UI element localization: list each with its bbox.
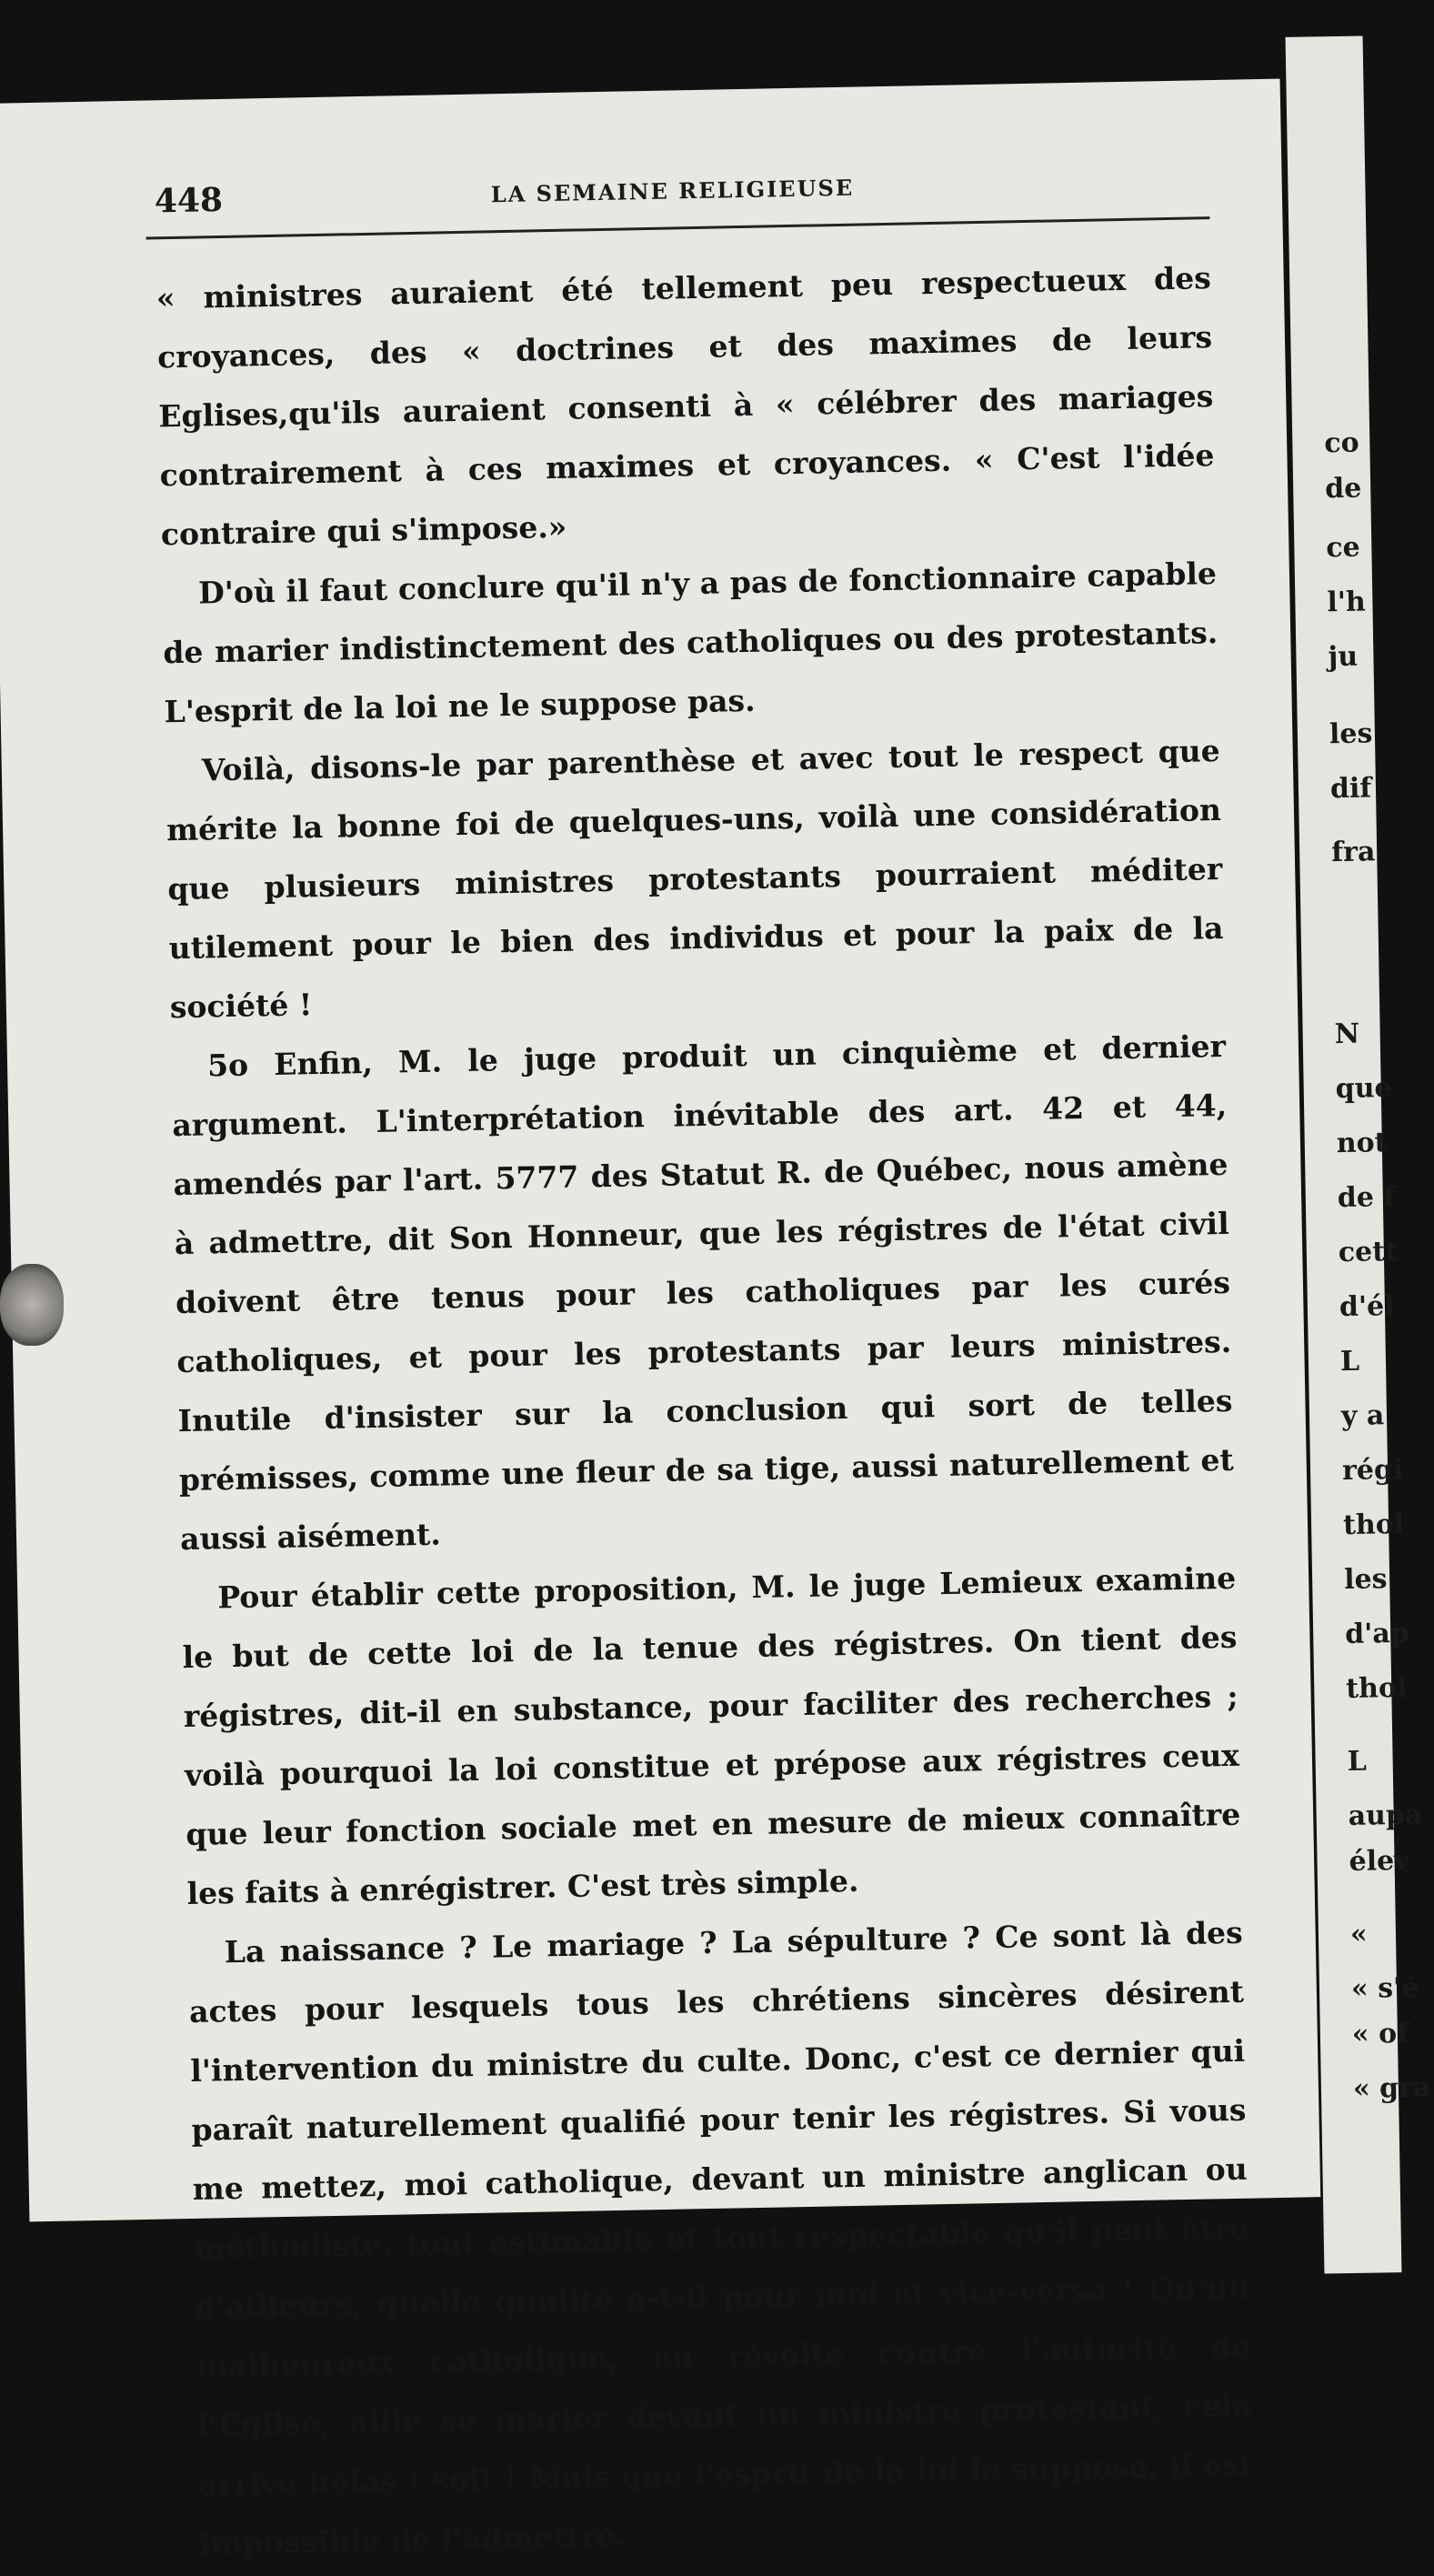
facing-page-fragment: L bbox=[1339, 1345, 1360, 1378]
facing-page-fragment: N bbox=[1334, 1017, 1360, 1051]
facing-page-fragment: « s'é bbox=[1350, 1971, 1419, 2005]
facing-page-fragment: aupa bbox=[1348, 1799, 1423, 1833]
paragraph: La naissance ? Le mariage ? La sépulture ? Ce sont là des actes pour lesquels tous les chrétiens sincères désirent l'intervention du ministre du culte. Donc, c'est ce dernier qui paraît naturellement qualifié pour tenir les régistres. Si vous me mettez, moi catholique, devant un ministre anglican ou méthodiste, tout estimable et tout respectable qu'il peut être d'ailleurs, quelle qualité a-t-il pour moi et vice-versa ! Qu'un malheureux catholique, en révolte contre l'autorité de l'Eglise, aille se marier devant un ministre protestant, cela arrive hélas ! soit ! Mais que l'esprit de la loi le suppose, il est impossible de l'admettre. bbox=[188, 1914, 1254, 2561]
facing-page-fragment: not bbox=[1336, 1127, 1388, 1160]
facing-page-fragment: ju bbox=[1328, 640, 1359, 674]
paragraph: D'où il faut conclure qu'il n'y a pas de fonctionnaire capable de marier indistinctement des catholiques ou des protestants. L'esprit de la loi ne le suppose pas. bbox=[163, 556, 1218, 730]
page-number: 448 bbox=[154, 180, 224, 221]
facing-page-fragment: « bbox=[1349, 1918, 1369, 1950]
facing-page-fragment: « gra bbox=[1352, 2071, 1431, 2105]
facing-page-fragment: dif bbox=[1329, 772, 1372, 806]
facing-page-fragment: de bbox=[1324, 472, 1362, 506]
facing-page-fragment: y a bbox=[1340, 1399, 1385, 1433]
body-text bbox=[155, 248, 1254, 2573]
facing-page-fragment: régi bbox=[1341, 1453, 1404, 1488]
facing-page-fragment: co bbox=[1324, 426, 1359, 460]
paragraph-quote-end: « ministres auraient été tellement peu respectueux des croyances, des « doctrines et des maximes de leurs Eglises,qu'ils auraient consenti à « célébrer des mariages contrairement à ces maximes et croyances. « C'est l'idée contraire qui s'impose.» bbox=[155, 260, 1215, 553]
facing-page-fragment: thol bbox=[1342, 1508, 1405, 1542]
facing-page-fragment: d'ap bbox=[1344, 1617, 1410, 1651]
scan-smudge bbox=[0, 1264, 64, 1346]
facing-page-fragment: ce bbox=[1326, 531, 1361, 565]
book-page bbox=[0, 79, 1320, 2561]
facing-page-fragment: d'él bbox=[1339, 1290, 1395, 1324]
facing-page-fragment: que bbox=[1335, 1072, 1392, 1106]
facing-page-fragment: cett bbox=[1338, 1235, 1399, 1269]
facing-page-fragments bbox=[1286, 35, 1431, 2105]
facing-page-fragment: élev bbox=[1349, 1844, 1410, 1879]
running-title: LA SEMAINE RELIGIEUSE bbox=[490, 174, 855, 208]
paragraph: 5o Enfin, M. le juge produit un cinquième et dernier argument. L'interprétation inévitable des art. 42 et 44, amendés par l'art. 5777 des Statut R. de Québec, nous amène à admettre, dit Son Honneur, que les régistres de l'état civil doivent être tenus pour les catholiques par les curés catholiques, et pour les protestants par leurs ministres. Inutile d'insister sur la conclusion qui sort de telles prémisses, comme une fleur de sa tige, aussi naturellement et aussi aisément. bbox=[172, 1027, 1235, 1558]
facing-page-fragment: L bbox=[1347, 1745, 1368, 1779]
paragraph: Pour établir cette proposition, M. le juge Lemieux examine le but de cette loi de la tenue des régistres. On tient des régistres, dit-il en substance, pour faciliter des recherches ; voilà pourquoi la loi constitue et prépose aux régistres ceux que leur fonction sociale met en mesure de mieux connaître les faits à enrégistrer. C'est très simple. bbox=[182, 1559, 1241, 1912]
facing-page-fragment: de f bbox=[1337, 1181, 1396, 1215]
page-header bbox=[145, 162, 1209, 239]
facing-page-fragment: thol bbox=[1345, 1671, 1408, 1706]
facing-page-fragment: les bbox=[1343, 1563, 1388, 1597]
facing-page-fragment: fra bbox=[1330, 836, 1376, 869]
facing-page-fragment: les bbox=[1329, 717, 1373, 751]
facing-page-fragment: l'h bbox=[1327, 586, 1367, 619]
facing-page-fragment: « of bbox=[1351, 2017, 1409, 2050]
paragraph: Voilà, disons-le par parenthèse et avec tout le respect que mérite la bonne foi de quelques-uns, voilà une considération que plusieurs ministres protestants pourraient méditer utilement pour le bien des individus et pour la paix de la société ! bbox=[165, 732, 1224, 1026]
